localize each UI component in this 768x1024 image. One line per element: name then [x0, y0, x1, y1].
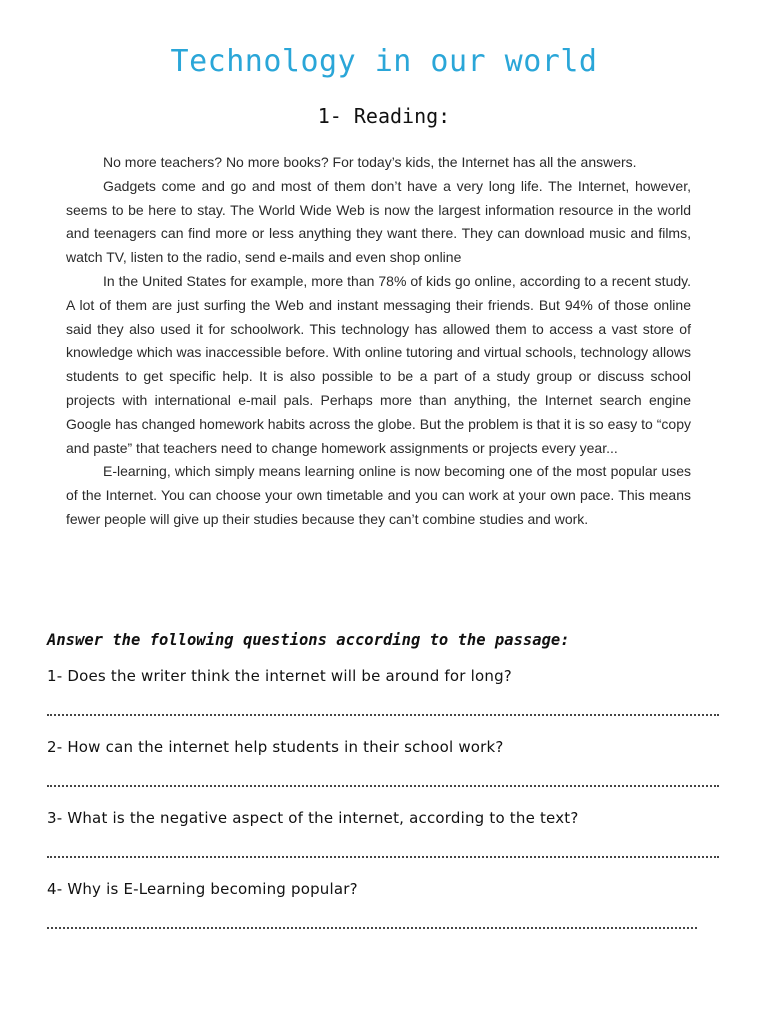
question-2: 2- How can the internet help students in their school work?	[47, 738, 504, 756]
section-heading: 1- Reading:	[317, 104, 451, 128]
answer-line-3[interactable]	[47, 854, 719, 858]
answer-line-4[interactable]	[47, 925, 697, 929]
passage-paragraph-4: E-learning, which simply means learning online is now becoming one of the most popular uses of the Internet. You can choose your own timetable and you can work at your own pace. This means fewer people will give up their studies because they can’t combine studies and work.	[66, 463, 691, 527]
question-instructions: Answer the following questions according to the passage:	[47, 631, 570, 649]
passage-paragraph-1: No more teachers? No more books? For today’s kids, the Internet has all the answers.	[103, 154, 637, 170]
passage-paragraph-3: In the United States for example, more than 78% of kids go online, according to a recent study. A lot of them are just surfing the Web and instant messaging their friends. But 94% of those online said they also used it for schoolwork. This technology has allowed them to access a vast store of knowledge which was inaccessible before. With online tutoring and virtual schools, technology allows students to get specific help. It is also possible to be a part of a study group or discuss school projects with international e-mail pals. Perhaps more than anything, the Internet search engine Google has changed homework habits across the globe. But the problem is that it is so easy to “copy and paste” that teachers need to change homework assignments or projects every year...	[66, 272, 691, 456]
reading-passage	[66, 151, 691, 532]
answer-line-2[interactable]	[47, 783, 719, 787]
question-3: 3- What is the negative aspect of the internet, according to the text?	[47, 809, 579, 827]
answer-line-1[interactable]	[47, 712, 719, 716]
question-4: 4- Why is E-Learning becoming popular?	[47, 880, 358, 898]
page-title: Technology in our world	[170, 44, 598, 79]
passage-paragraph-2: Gadgets come and go and most of them don’t have a very long life. The Internet, however, seems to be here to stay. The World Wide Web is now the largest information resource in the world and teenagers can find more or less anything they want there. They can download music and films, watch TV, listen to the radio, send e-mails and even shop online	[66, 177, 691, 266]
question-1: 1- Does the writer think the internet will be around for long?	[47, 667, 512, 685]
